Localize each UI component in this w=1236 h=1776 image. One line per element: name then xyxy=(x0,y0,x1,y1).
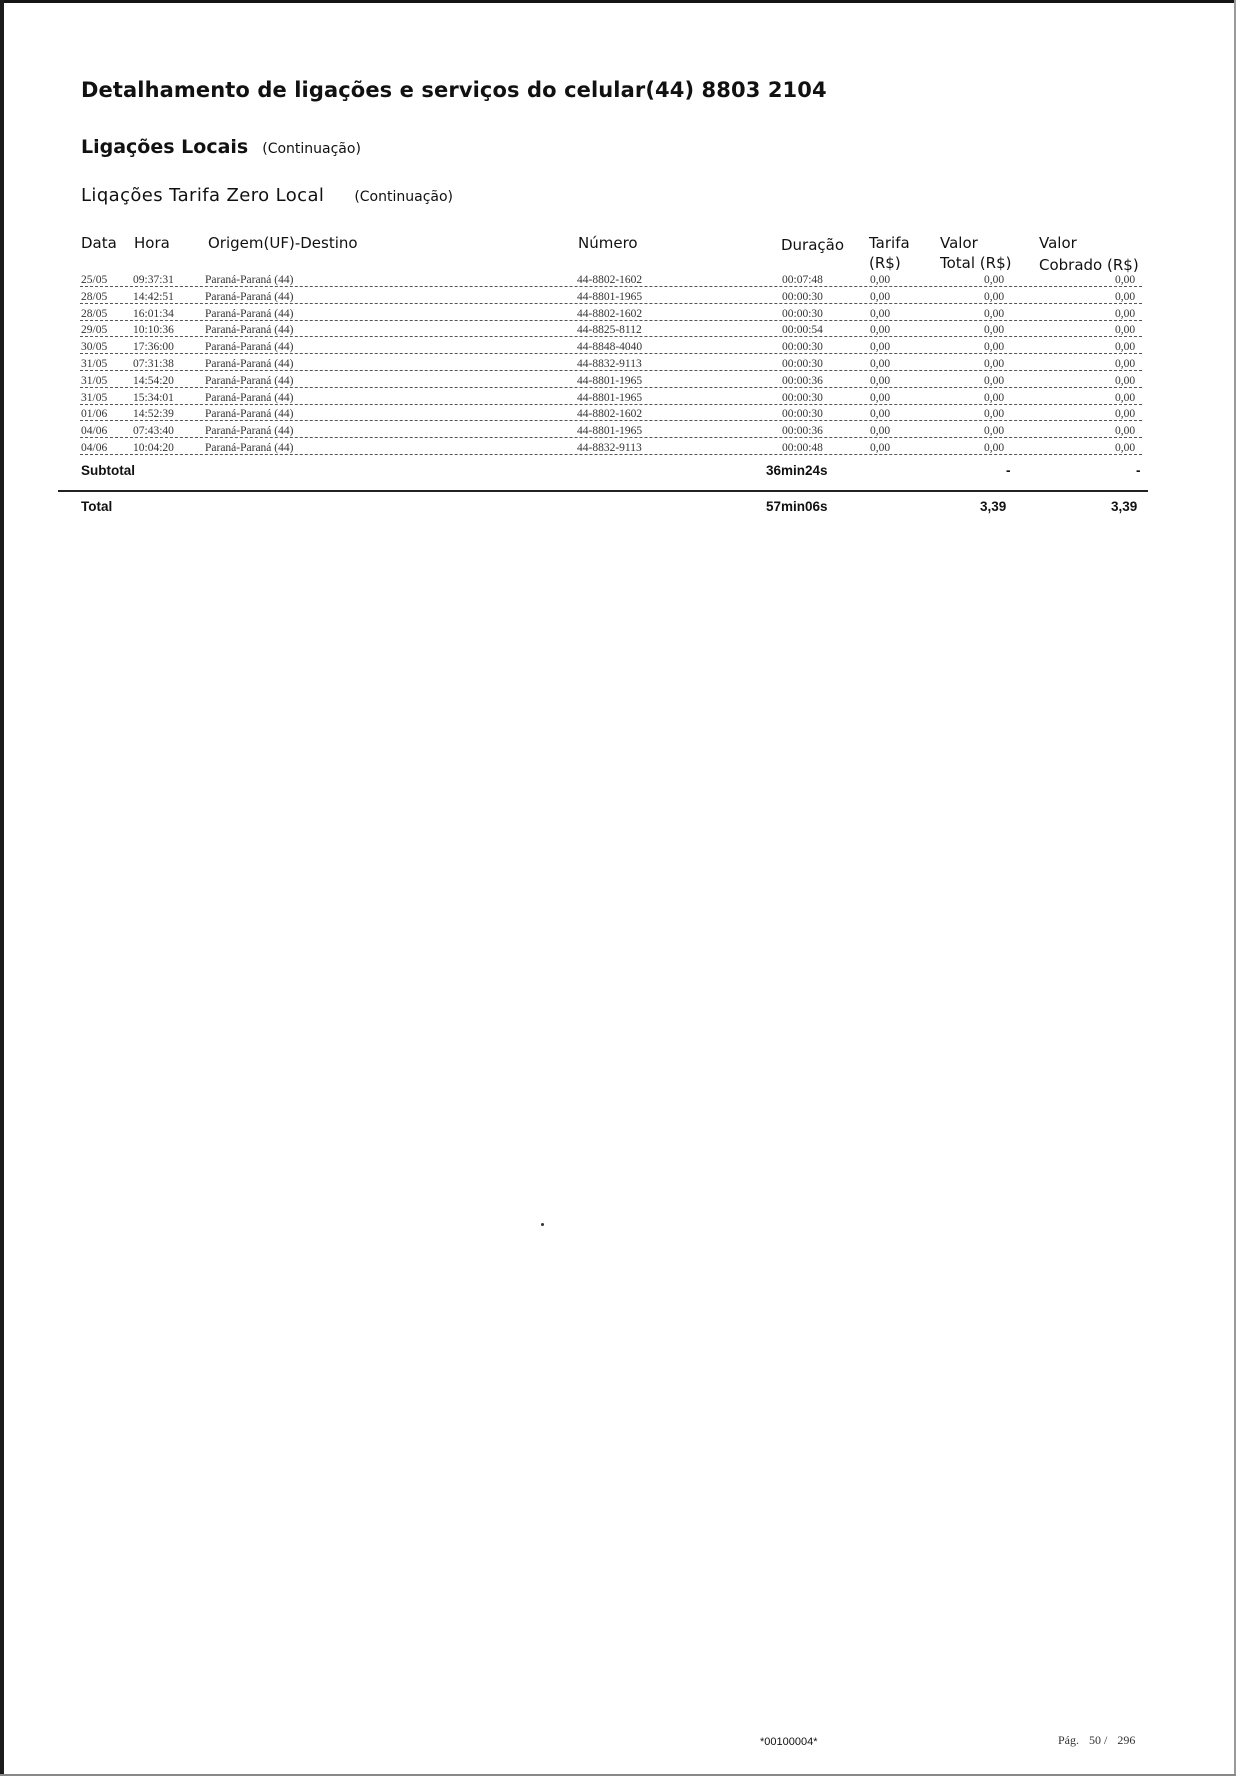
cell-origem-destino: Paraná-Paraná (44) xyxy=(205,425,294,438)
dotted-leader xyxy=(80,420,1142,421)
cell-data: 30/05 xyxy=(81,341,108,354)
table-row xyxy=(80,425,1142,442)
page-total: 296 xyxy=(1117,1733,1136,1747)
total-valor-cobrado: 3,39 xyxy=(1111,499,1138,514)
cell-valor-cobrado: 0,00 xyxy=(1115,442,1136,454)
cell-valor-total: 0,00 xyxy=(984,442,1005,454)
dotted-leader xyxy=(80,404,1142,405)
cell-data: 01/06 xyxy=(81,408,108,421)
cell-hora: 14:54:20 xyxy=(133,374,174,387)
cell-numero: 44-8802-1602 xyxy=(577,408,643,421)
cell-duracao: 00:00:48 xyxy=(782,442,823,454)
table-row xyxy=(80,324,1142,341)
subsection-continuation-note: (Continuação) xyxy=(354,189,453,205)
cell-valor-total: 0,00 xyxy=(984,324,1005,337)
cell-tarifa: 0,00 xyxy=(870,307,891,320)
cell-valor-cobrado: 0,00 xyxy=(1115,358,1136,370)
cell-duracao: 00:00:30 xyxy=(782,408,823,421)
section-heading xyxy=(81,136,361,158)
header-duracao: Duração xyxy=(781,236,845,254)
header-valor-total-line2: Total (R$) xyxy=(940,254,1012,272)
cell-hora: 10:10:36 xyxy=(133,324,174,337)
barcode-text: *00100004* xyxy=(760,1736,818,1748)
cell-tarifa: 0,00 xyxy=(870,341,891,354)
scan-speck xyxy=(541,1223,544,1226)
header-data: Data xyxy=(81,234,117,252)
total-row xyxy=(80,499,1142,517)
subtotal-valor-total: - xyxy=(1006,463,1011,478)
cell-valor-total: 0,00 xyxy=(984,274,1005,286)
table-row xyxy=(80,341,1142,358)
cell-hora: 14:42:51 xyxy=(133,290,174,303)
cell-duracao: 00:00:30 xyxy=(782,290,823,303)
cell-data: 29/05 xyxy=(81,324,108,337)
cell-origem-destino: Paraná-Paraná (44) xyxy=(205,358,294,370)
cell-data: 04/06 xyxy=(81,442,108,454)
cell-tarifa: 0,00 xyxy=(870,442,891,454)
cell-numero: 44-8801-1965 xyxy=(577,391,643,404)
cell-origem-destino: Paraná-Paraná (44) xyxy=(205,341,294,354)
cell-origem-destino: Paraná-Paraná (44) xyxy=(205,290,294,303)
cell-valor-cobrado: 0,00 xyxy=(1115,425,1136,438)
header-origem-destino: Origem(UF)-Destino xyxy=(208,234,358,252)
page-current: 50 / xyxy=(1089,1733,1108,1747)
header-tarifa xyxy=(869,233,910,273)
cell-hora: 07:43:40 xyxy=(133,425,174,438)
header-tarifa-line1: Tarifa xyxy=(869,234,910,252)
cell-tarifa: 0,00 xyxy=(870,391,891,404)
cell-numero: 44-8848-4040 xyxy=(577,341,643,354)
table-row xyxy=(80,291,1142,308)
cell-valor-cobrado: 0,00 xyxy=(1115,324,1136,337)
cell-numero: 44-8802-1602 xyxy=(577,307,643,320)
cell-origem-destino: Paraná-Paraná (44) xyxy=(205,324,294,337)
header-valor-total-line1: Valor xyxy=(940,234,978,252)
cell-hora: 16:01:34 xyxy=(133,307,174,320)
cell-data: 04/06 xyxy=(81,425,108,438)
cell-data: 31/05 xyxy=(81,391,108,404)
cell-numero: 44-8825-8112 xyxy=(577,324,642,337)
cell-valor-total: 0,00 xyxy=(984,341,1005,354)
total-duracao: 57min06s xyxy=(766,499,828,514)
cell-duracao: 00:07:48 xyxy=(782,274,823,286)
dotted-leader xyxy=(80,370,1142,371)
page-label: Pág. xyxy=(1058,1733,1079,1747)
scan-border-top xyxy=(0,0,1236,3)
dotted-leader xyxy=(80,387,1142,388)
subtotal-valor-cobrado: - xyxy=(1136,463,1141,478)
total-label: Total xyxy=(81,499,113,514)
table-row xyxy=(80,375,1142,392)
header-valor-cobrado-line2: Cobrado (R$) xyxy=(1039,256,1139,274)
table-row xyxy=(80,408,1142,425)
dotted-leader xyxy=(80,320,1142,321)
cell-valor-total: 0,00 xyxy=(984,408,1005,421)
cell-tarifa: 0,00 xyxy=(870,408,891,421)
cell-numero: 44-8832-9113 xyxy=(577,442,642,454)
cell-tarifa: 0,00 xyxy=(870,374,891,387)
header-tarifa-line2: (R$) xyxy=(869,254,901,272)
subtotal-duracao: 36min24s xyxy=(766,463,828,478)
cell-duracao: 00:00:30 xyxy=(782,307,823,320)
cell-valor-cobrado: 0,00 xyxy=(1115,307,1136,320)
dotted-leader xyxy=(80,353,1142,354)
header-hora: Hora xyxy=(134,234,170,252)
dotted-leader xyxy=(80,286,1142,287)
cell-valor-cobrado: 0,00 xyxy=(1115,391,1136,404)
cell-numero: 44-8801-1965 xyxy=(577,374,643,387)
total-valor-total: 3,39 xyxy=(980,499,1007,514)
cell-valor-total: 0,00 xyxy=(984,358,1005,370)
dotted-leader xyxy=(80,437,1142,438)
cell-tarifa: 0,00 xyxy=(870,290,891,303)
table-row xyxy=(80,358,1142,375)
total-divider xyxy=(58,490,1148,492)
cell-hora: 14:52:39 xyxy=(133,408,174,421)
dotted-leader xyxy=(80,336,1142,337)
cell-duracao: 00:00:30 xyxy=(782,391,823,404)
section-continuation-note: (Continuação) xyxy=(262,141,361,157)
table-row xyxy=(80,308,1142,325)
cell-data: 28/05 xyxy=(81,307,108,320)
cell-tarifa: 0,00 xyxy=(870,274,891,286)
cell-origem-destino: Paraná-Paraná (44) xyxy=(205,408,294,421)
cell-hora: 17:36:00 xyxy=(133,341,174,354)
cell-numero: 44-8801-1965 xyxy=(577,290,643,303)
cell-valor-total: 0,00 xyxy=(984,374,1005,387)
cell-valor-total: 0,00 xyxy=(984,307,1005,320)
cell-origem-destino: Paraná-Paraná (44) xyxy=(205,442,294,454)
table-row xyxy=(80,442,1142,459)
cell-valor-total: 0,00 xyxy=(984,425,1005,438)
cell-data: 31/05 xyxy=(81,358,108,370)
cell-valor-total: 0,00 xyxy=(984,290,1005,303)
cell-data: 28/05 xyxy=(81,290,108,303)
dotted-leader xyxy=(80,454,1142,455)
cell-data: 31/05 xyxy=(81,374,108,387)
cell-numero: 44-8802-1602 xyxy=(577,274,643,286)
cell-valor-cobrado: 0,00 xyxy=(1115,341,1136,354)
header-valor-cobrado-line1: Valor xyxy=(1039,234,1077,252)
scan-border-left xyxy=(0,0,4,1776)
subtotal-label: Subtotal xyxy=(81,463,135,478)
cell-duracao: 00:00:30 xyxy=(782,358,823,370)
cell-origem-destino: Paraná-Paraná (44) xyxy=(205,307,294,320)
cell-numero: 44-8801-1965 xyxy=(577,425,643,438)
cell-duracao: 00:00:36 xyxy=(782,374,823,387)
cell-numero: 44-8832-9113 xyxy=(577,358,642,370)
cell-origem-destino: Paraná-Paraná (44) xyxy=(205,274,294,286)
cell-duracao: 00:00:36 xyxy=(782,425,823,438)
page-number xyxy=(1058,1733,1145,1748)
section-title: Ligações Locais xyxy=(81,136,249,158)
cell-hora: 09:37:31 xyxy=(133,274,174,286)
cell-valor-cobrado: 0,00 xyxy=(1115,290,1136,303)
cell-duracao: 00:00:30 xyxy=(782,341,823,354)
cell-tarifa: 0,00 xyxy=(870,425,891,438)
cell-data: 25/05 xyxy=(81,274,108,286)
cell-duracao: 00:00:54 xyxy=(782,324,823,337)
cell-valor-cobrado: 0,00 xyxy=(1115,408,1136,421)
table-row xyxy=(80,274,1142,291)
cell-tarifa: 0,00 xyxy=(870,358,891,370)
cell-valor-cobrado: 0,00 xyxy=(1115,274,1136,286)
header-valor-total xyxy=(940,233,1011,273)
subsection-title: Liqações Tarifa Zero Local xyxy=(81,185,325,206)
table-row xyxy=(80,392,1142,409)
cell-hora: 10:04:20 xyxy=(133,442,174,454)
cell-origem-destino: Paraná-Paraná (44) xyxy=(205,374,294,387)
subtotal-row xyxy=(80,463,1142,481)
header-numero: Número xyxy=(578,234,638,252)
cell-origem-destino: Paraná-Paraná (44) xyxy=(205,391,294,404)
cell-tarifa: 0,00 xyxy=(870,324,891,337)
subsection-heading xyxy=(81,185,453,206)
cell-valor-cobrado: 0,00 xyxy=(1115,374,1136,387)
header-valor-cobrado xyxy=(1039,233,1139,275)
cell-hora: 15:34:01 xyxy=(133,391,174,404)
dotted-leader xyxy=(80,303,1142,304)
document-title: Detalhamento de ligações e serviços do celular(44) 8803 2104 xyxy=(81,78,827,102)
cell-hora: 07:31:38 xyxy=(133,358,174,370)
cell-valor-total: 0,00 xyxy=(984,391,1005,404)
